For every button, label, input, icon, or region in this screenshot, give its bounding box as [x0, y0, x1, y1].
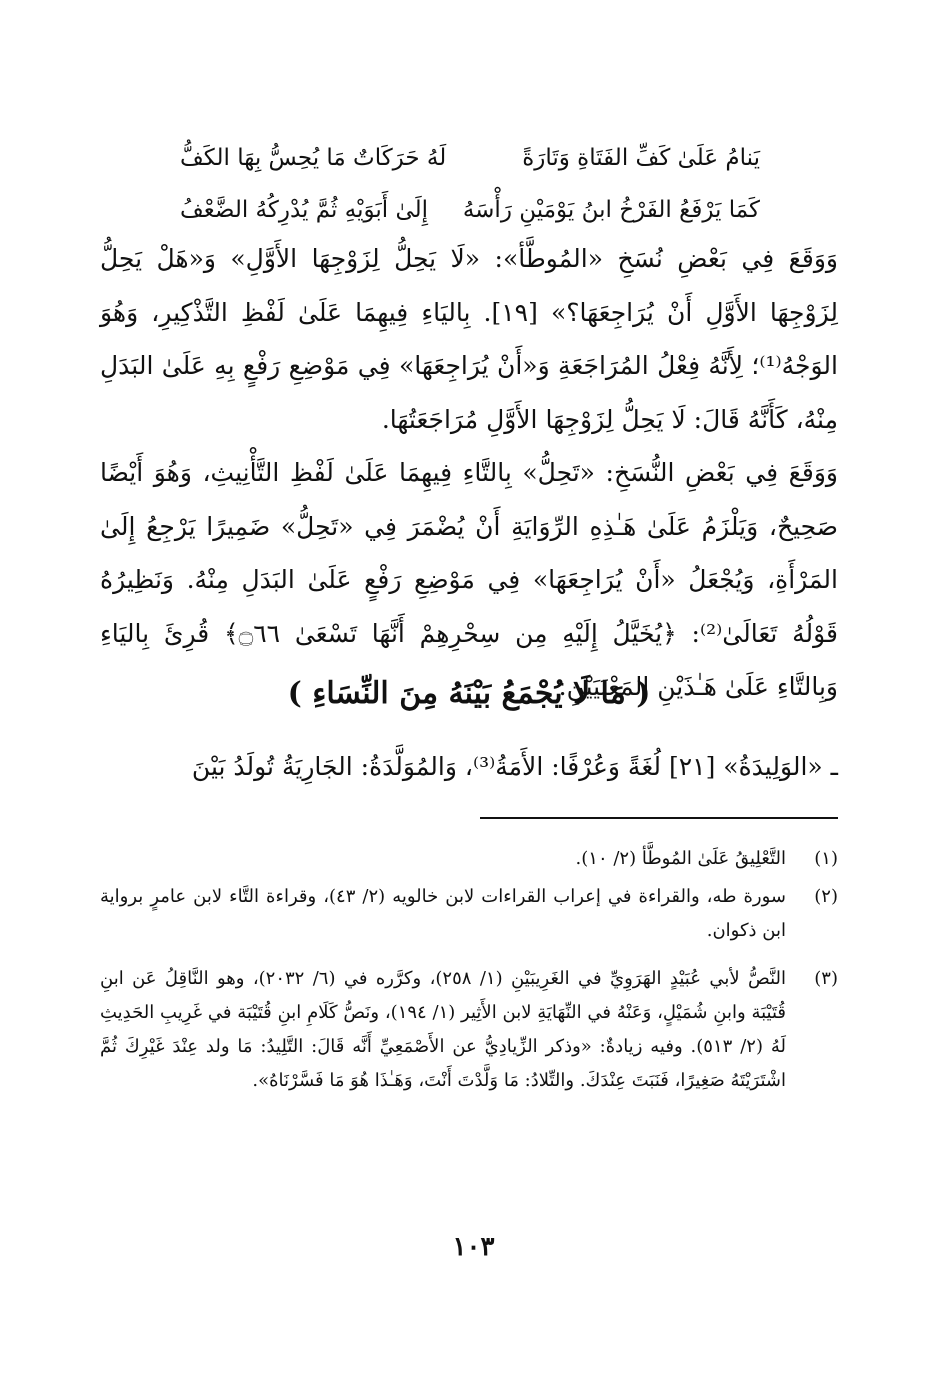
- lexical-entry: ـ «الوَلِيدَةُ» [٢١] لُغَةً وَعُرْفًا: الأَمَةُ⁽³⁾، وَالمُوَلَّدَةُ: الجَارِيَةُ تُولَدُ بَيْنَ: [191, 752, 838, 781]
- footnote-number: (٣): [814, 968, 838, 989]
- footnote-3: [100, 962, 838, 1098]
- poem-verse-2: [180, 190, 760, 230]
- hemistich-first: يَنامُ عَلَىٰ كَفِّ الفَتَاةِ وَتَارَةً: [522, 145, 760, 171]
- page-number: ١٠٣: [452, 1232, 495, 1262]
- footnote-2: [100, 880, 838, 948]
- section-heading: ( مَا لَا يُجْمَعُ بَيْنَهُ مِنَ النِّسَاءِ ): [287, 676, 651, 711]
- footnote-1: [100, 842, 838, 876]
- hemistich-second: إِلَىٰ أَبَوَيْهِ ثُمَّ يُدْرِكُهُ الضَّعْفُ: [180, 197, 429, 223]
- hemistich-second: لَهُ حَرَكَاتٌ مَا يُحِسُّ بِهَا الكَفُّ: [180, 145, 447, 171]
- footnote-divider: [480, 817, 838, 819]
- footnote-text: التَّعْلِيقُ عَلَىٰ المُوطَّأ (٢/ ١٠).: [575, 848, 786, 869]
- hemistich-first: كَمَا يَرْفَعُ الفَرْخُ ابنُ يَوْمَيْنِ رَأْسَهُ: [462, 197, 760, 223]
- poem-verse-1: [180, 138, 760, 178]
- footnote-text: النَّصُّ لأبي عُبَيْدٍ الهَرَوِيِّ في الغَرِيبَيْنِ (١/ ٢٥٨)، وكرَّره في (٦/ ٢٠٣٢)، وهو النَّاقِلُ عَن ابنِ قُتَيْبَة وابنِ شُمَيْلٍ، وَعَنْهُ في النِّهَايَةِ لابن الأَثِير (١/ ١٩٤)، ونَصُّ كَلَامِ ابنِ قُتَيْبَة في غَرِيبِ الحَدِيثِ لَهُ (٢/ ٥١٣). وفيه زيادةٌ: «وذكر الزِّيادِيُّ عن الأَصْمَعِيِّ أَنَّه قَالَ: التَّلِيدُ: مَا ولد عِنْدَ غَيْرِكَ ثُمَّ اشْتَرَيْتَهُ صَغِيرًا، فَنَبَتَ عِنْدَكَ. والتِّلادُ: مَا وَلَّدْتَ أَنْتَ، وَهَـٰذَا هُوَ مَا فَسَّرْنَاهُ».: [100, 968, 786, 1091]
- paragraph-2: وَوَقَعَ فِي بَعْضِ النُّسَخِ: «تَحِلُّ» بِالتَّاءِ فِيهِمَا عَلَىٰ لَفْظِ التَّأْنِيثِ، وَهُوَ أَيْضًا صَحِيحٌ، وَيَلْزَمُ عَلَىٰ هَـٰذِهِ الرِّوَايَةِ أَنْ يُضْمَرَ فِي «تَحِلُّ» ضَمِيرًا يَرْجِعُ إِلَىٰ المَرْأَةِ، وَيُجْعَلُ «أَنْ يُرَاجِعَهَا» فِي مَوْضِعِ رَفْعٍ عَلَىٰ البَدَلِ مِنْهُ. وَنَظِيرُهُ قَوْلُهُ تَعَالَىٰ⁽²⁾: ﴿يُخَيَّلُ إِلَيْهِ مِن سِحْرِهِمْ أَنَّهَا تَسْعَىٰ ۝٦٦﴾ قُرِئَ بِاليَاءِ وَبِالتَّاءِ عَلَىٰ هَـٰذَيْنِ المَعْنَيَيْنِ.: [100, 458, 839, 701]
- footnote-number: (٢): [814, 886, 838, 907]
- footnote-text: سورة طه، والقراءة في إعراب القراءات لابن خالويه (٢/ ٤٣)، وقراءة التَّاء لابن عامرٍ برواية ابن ذكوان.: [100, 886, 787, 941]
- paragraph-1: وَوَقَعَ فِي بَعْضِ نُسَخِ «المُوطَّأ»: «لَا يَحِلُّ لِزَوْجِهَا الأَوَّلِ» وَ«هَلْ يَحِلُّ لِزَوْجِهَا الأَوَّلِ أَنْ يُرَاجِعَهَا؟» [١٩]. بِاليَاءِ فِيهِمَا عَلَىٰ لَفْظِ التَّذْكِيرِ، وَهُوَ الوَجْهُ⁽¹⁾؛ لِأَنَّهُ فِعْلُ المُرَاجَعَةِ وَ«أَنْ يُرَاجِعَهَا» فِي مَوْضِعِ رَفْعٍ بِهِ عَلَىٰ البَدَلِ مِنْهُ، كَأَنَّهُ قَالَ: لَا يَحِلُّ لِزَوْجِهَا الأَوَّلِ مُرَاجَعَتُهَا.: [100, 244, 838, 434]
- footnote-number: (١): [814, 848, 838, 869]
